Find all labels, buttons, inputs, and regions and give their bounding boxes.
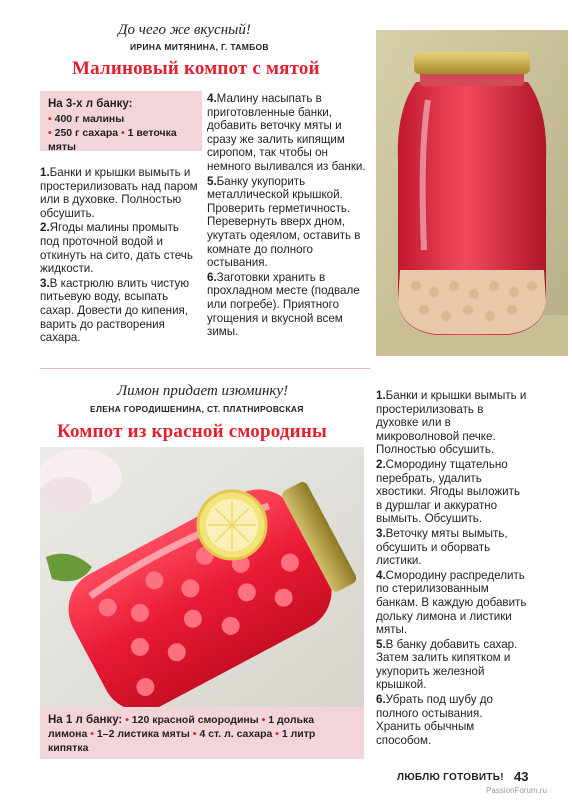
recipe2-ingredients-head: На 1 л банку: — [48, 714, 123, 726]
recipe-step: 4.Смородину распределить по стерилизованным банкам. В каждую добавить дольку лимона и листики мяты. — [376, 568, 527, 637]
recipe-step: 4.Малину насыпать в приготовленные банки, добавить веточку мяты и сразу же залить кипящим сиропом, так чтобы он немного выливался из банки. — [207, 92, 366, 173]
bullet-icon: • — [48, 127, 52, 139]
magazine-name: ЛЮБЛЮ ГОТОВИТЬ! — [397, 772, 504, 783]
ingredient-item: 250 г сахара — [54, 127, 119, 139]
bullet-icon: • — [261, 714, 266, 726]
recipe-step: 2.Ягоды малины промыть под проточной водой и откинуть на сито, дать стечь жидкости. — [40, 221, 193, 276]
recipe-step: 6.Заготовки хранить в прохладном месте (подвале или погребе). Приятного угощения и вкусной всем зимы. — [207, 270, 360, 339]
recipe2-title: Компот из красной смородины — [57, 421, 327, 442]
recipe2-ingredients-box — [40, 707, 364, 759]
ingredient-item: 1 долька лимона — [48, 714, 315, 740]
recipe-step: 6.Убрать под шубу до полного остывания. Хранить обычным способом. — [376, 693, 493, 747]
recipe-step: 1.Банки и крышки вымыть и простерилизовать над паром или в духовке. Полностью обсушить. — [40, 166, 198, 220]
bullet-icon: • — [275, 728, 279, 740]
recipe-step: 3.Веточку мяты вымыть, обсушить и оборвать листики. — [376, 526, 508, 568]
watermark: PassionForum.ru — [486, 786, 547, 795]
recipe-step: 5.Банку укупорить металлической крышкой. Проверить герметичность. Перевернуть вверх дном, укутать одеялом, оставить в комнате до полного остывания. — [207, 174, 361, 270]
recipe-step: 5.В банку добавить сахар. Затем залить кипятком и укупорить железной крышкой. — [376, 637, 518, 692]
recipe-step: 2.Смородину тщательно перебрать, удалить хвостики. Ягоды выложить в дуршлаг и аккуратно вымыть. Обсушить. — [376, 457, 520, 526]
recipe1-steps-left — [40, 166, 200, 346]
ingredient-item: 1 литр кипятка — [48, 728, 316, 754]
recipe-step: 3.В кастрюлю влить чистую питьевую воду, всыпать сахар. Довести до кипения, варить до растворения сахара. — [40, 276, 190, 345]
bullet-icon: • — [48, 113, 52, 125]
recipe1-author: ИРИНА МИТЯНИНА, Г. ТАМБОВ — [130, 42, 269, 52]
ingredient-item: 120 красной смородины — [131, 714, 259, 726]
bullet-icon: • — [90, 728, 94, 740]
bullet-icon: • — [121, 127, 125, 139]
ingredient-item: 1–2 листика мяты — [96, 728, 190, 740]
recipe1-ingredients-box — [40, 91, 202, 151]
currant-jar-photo — [40, 447, 364, 707]
recipe1-ingredients-head: На 3-х л банку: — [48, 98, 133, 110]
recipe1-title: Малиновый компот с мятой — [72, 58, 320, 79]
ingredient-item: 400 г малины — [54, 113, 125, 125]
bullet-icon: • — [125, 714, 129, 726]
raspberry-jar-illustration — [376, 30, 568, 356]
recipe1-steps-right — [207, 92, 367, 340]
recipe2-author: ЕЛЕНА ГОРОДИШЕНИНА, СТ. ПЛАТНИРОВСКАЯ — [90, 404, 304, 414]
recipe2-lead: Лимон придает изюминку! — [117, 383, 289, 399]
recipe2-steps — [376, 389, 528, 748]
currant-jar-illustration — [40, 447, 364, 707]
page-number: 43 — [514, 769, 529, 784]
raspberry-jar-photo — [376, 30, 568, 356]
section-divider — [40, 368, 370, 369]
recipe-step: 1.Банки и крышки вымыть и простерилизовать в духовке или в микроволновой печке. Полностью обсушить. — [376, 389, 527, 457]
ingredient-item: 1 веточка мяты — [48, 127, 177, 153]
recipe1-ingredients-list — [48, 112, 194, 154]
ingredient-item: 4 ст. л. сахара — [199, 728, 273, 740]
recipe1-lead: До чего же вкусный! — [118, 22, 251, 38]
bullet-icon: • — [192, 728, 197, 740]
